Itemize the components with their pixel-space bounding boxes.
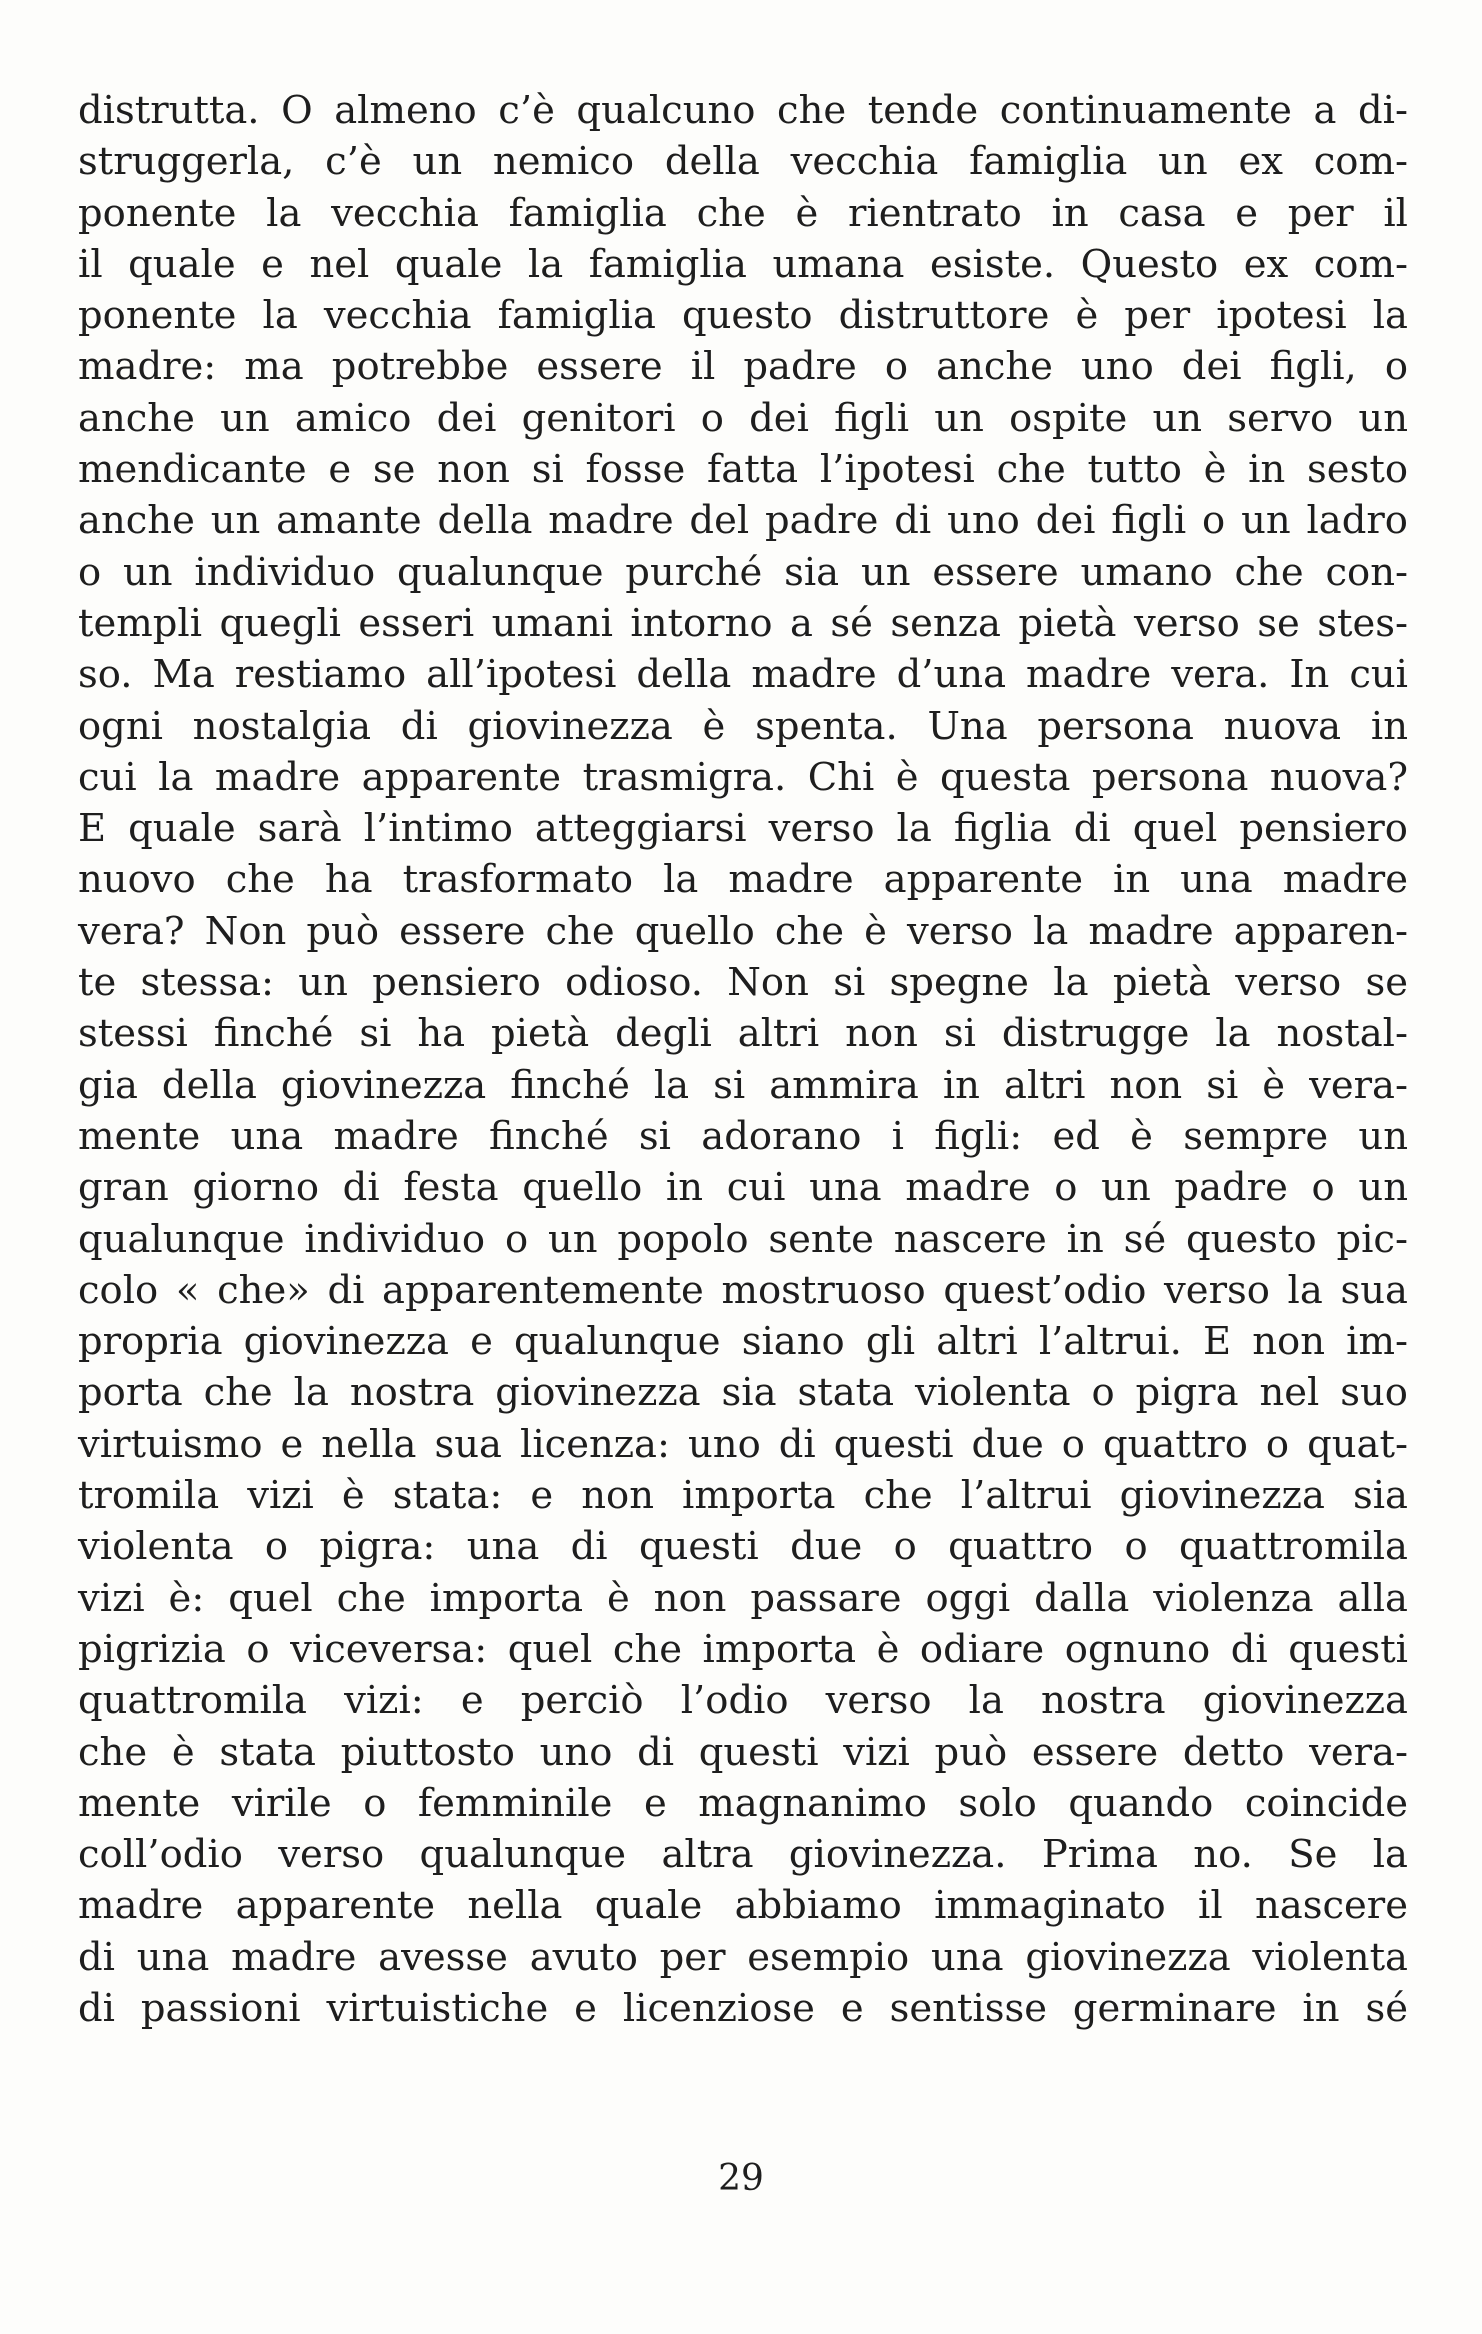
page-number: 29 [718, 2158, 764, 2199]
text-line: ponente la vecchia famiglia questo distruttore è per ipotesi la [78, 293, 1408, 339]
text-line: te stessa: un pensiero odioso. Non si spegne la pietà verso se [78, 960, 1408, 1006]
text-line: distrutta. O almeno c’è qualcuno che tende continuamente a di- [78, 88, 1408, 133]
text-line: di passioni virtuistiche e licenziose e sentisse germinare in sé [78, 1985, 1408, 2031]
text-line: madre: ma potrebbe essere il padre o anche uno dei figli, o [78, 344, 1408, 390]
text-line: mente una madre finché si adorano i figli: ed è sempre un [78, 1113, 1408, 1159]
text-line: di una madre avesse avuto per esempio una giovinezza violenta [78, 1934, 1408, 1980]
text-line: che è stata piuttosto uno di questi vizi può essere detto vera- [78, 1729, 1408, 1775]
text-line: struggerla, c’è un nemico della vecchia famiglia un ex com- [78, 139, 1408, 185]
text-line: violenta o pigra: una di questi due o quattro o quattromila [78, 1524, 1408, 1570]
text-line: stessi finché si ha pietà degli altri non si distrugge la nostal- [78, 1011, 1408, 1057]
text-line: propria giovinezza e qualunque siano gli altri l’altrui. E non im- [78, 1319, 1408, 1365]
text-line: madre apparente nella quale abbiamo immaginato il nascere [78, 1883, 1408, 1929]
text-line: ogni nostalgia di giovinezza è spenta. Una persona nuova in [78, 703, 1408, 749]
text-line: nuovo che ha trasformato la madre apparente in una madre [78, 857, 1408, 903]
text-line: virtuismo e nella sua licenza: uno di questi due o quattro o quat- [78, 1421, 1408, 1467]
text-line: porta che la nostra giovinezza sia stata violenta o pigra nel suo [78, 1370, 1408, 1416]
text-line: cui la madre apparente trasmigra. Chi è questa persona nuova? [78, 754, 1408, 800]
text-line: coll’odio verso qualunque altra giovinezza. Prima no. Se la [78, 1832, 1408, 1878]
text-line: quattromila vizi: e perciò l’odio verso la nostra giovinezza [78, 1678, 1408, 1724]
text-line: vera? Non può essere che quello che è verso la madre apparen- [78, 908, 1408, 954]
text-line: gia della giovinezza finché la si ammira in altri non si è vera- [78, 1062, 1408, 1108]
text-line: pigrizia o viceversa: quel che importa è odiare ognuno di questi [78, 1626, 1408, 1672]
text-line: il quale e nel quale la famiglia umana esiste. Questo ex com- [78, 241, 1408, 287]
text-line: mente virile o femminile e magnanimo solo quando coincide [78, 1780, 1408, 1826]
text-line: vizi è: quel che importa è non passare oggi dalla violenza alla [78, 1575, 1408, 1621]
text-line: tromila vizi è stata: e non importa che l’altrui giovinezza sia [78, 1473, 1408, 1519]
text-line: anche un amante della madre del padre di uno dei figli o un ladro [78, 498, 1408, 544]
text-line: ponente la vecchia famiglia che è rientrato in casa e per il [78, 190, 1408, 236]
text-line: gran giorno di festa quello in cui una madre o un padre o un [78, 1165, 1408, 1211]
text-line: so. Ma restiamo all’ipotesi della madre d’una madre vera. In cui [78, 652, 1408, 698]
text-line: E quale sarà l’intimo atteggiarsi verso la figlia di quel pensiero [78, 806, 1408, 852]
text-line: templi quegli esseri umani intorno a sé senza pietà verso se stes- [78, 600, 1408, 646]
text-line: qualunque individuo o un popolo sente nascere in sé questo pic- [78, 1216, 1408, 1262]
text-line: anche un amico dei genitori o dei figli un ospite un servo un [78, 395, 1408, 441]
body-text [78, 85, 1408, 2034]
text-line: colo « che» di apparentemente mostruoso quest’odio verso la sua [78, 1267, 1408, 1313]
text-line: o un individuo qualunque purché sia un essere umano che con- [78, 549, 1408, 595]
text-line: mendicante e se non si fosse fatta l’ipotesi che tutto è in sesto [78, 447, 1408, 493]
